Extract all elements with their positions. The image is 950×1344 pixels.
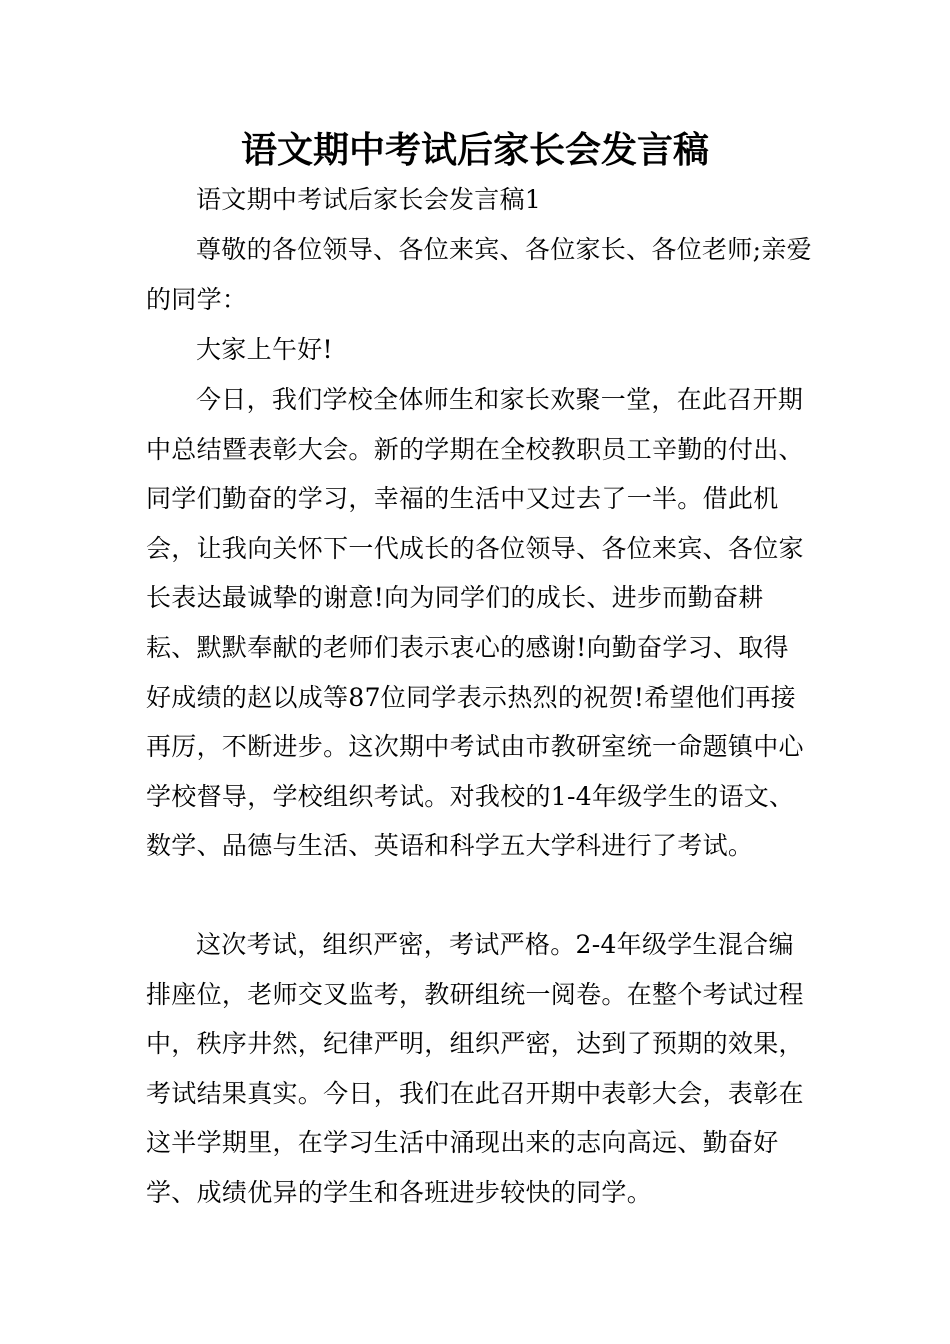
paragraph-salutation: 尊敬的各位领导、各位来宾、各位家长、各位老师;亲爱的同学：	[146, 235, 812, 314]
paragraph-body-1: 今日，我们学校全体师生和家长欢聚一堂，在此召开期中总结暨表彰大会。新的学期在全校教职员工辛勤的付出、同学们勤奋的学习，幸福的生活中又过去了一半。借此机会，让我向关怀下一代成长的各位领导、各位来宾、各位家长表达最诚挚的谢意!向为同学们的成长、进步而勤奋耕耘、默默奉献的老师们表示衷心的感谢!向勤奋学习、取得好成绩的赵以成等87位同学表示热烈的祝贺!希望他们再接再厉，不断进步。这次期中考试由市教研室统一命题镇中心学校督导，学校组织考试。对我校的1-4年级学生的语文、数学、品德与生活、英语和科学五大学科进行了考试。	[146, 385, 804, 861]
paragraph-body-2: 这次考试，组织严密，考试严格。2-4年级学生混合编排座位，老师交叉监考，教研组统一阅卷。在整个考试过程中，秩序井然，纪律严明，组织严密，达到了预期的效果，考试结果真实。今日，我们在此召开期中表彰大会，表彰在这半学期里，在学习生活中涌现出来的志向高远、勤奋好学、成绩优异的学生和各班进步较快的同学。	[146, 930, 804, 1207]
paragraph-subtitle: 语文期中考试后家长会发言稿1	[196, 185, 542, 214]
paragraph-greeting: 大家上午好!	[196, 335, 333, 364]
document-title: 语文期中考试后家长会发言稿	[240, 129, 709, 171]
